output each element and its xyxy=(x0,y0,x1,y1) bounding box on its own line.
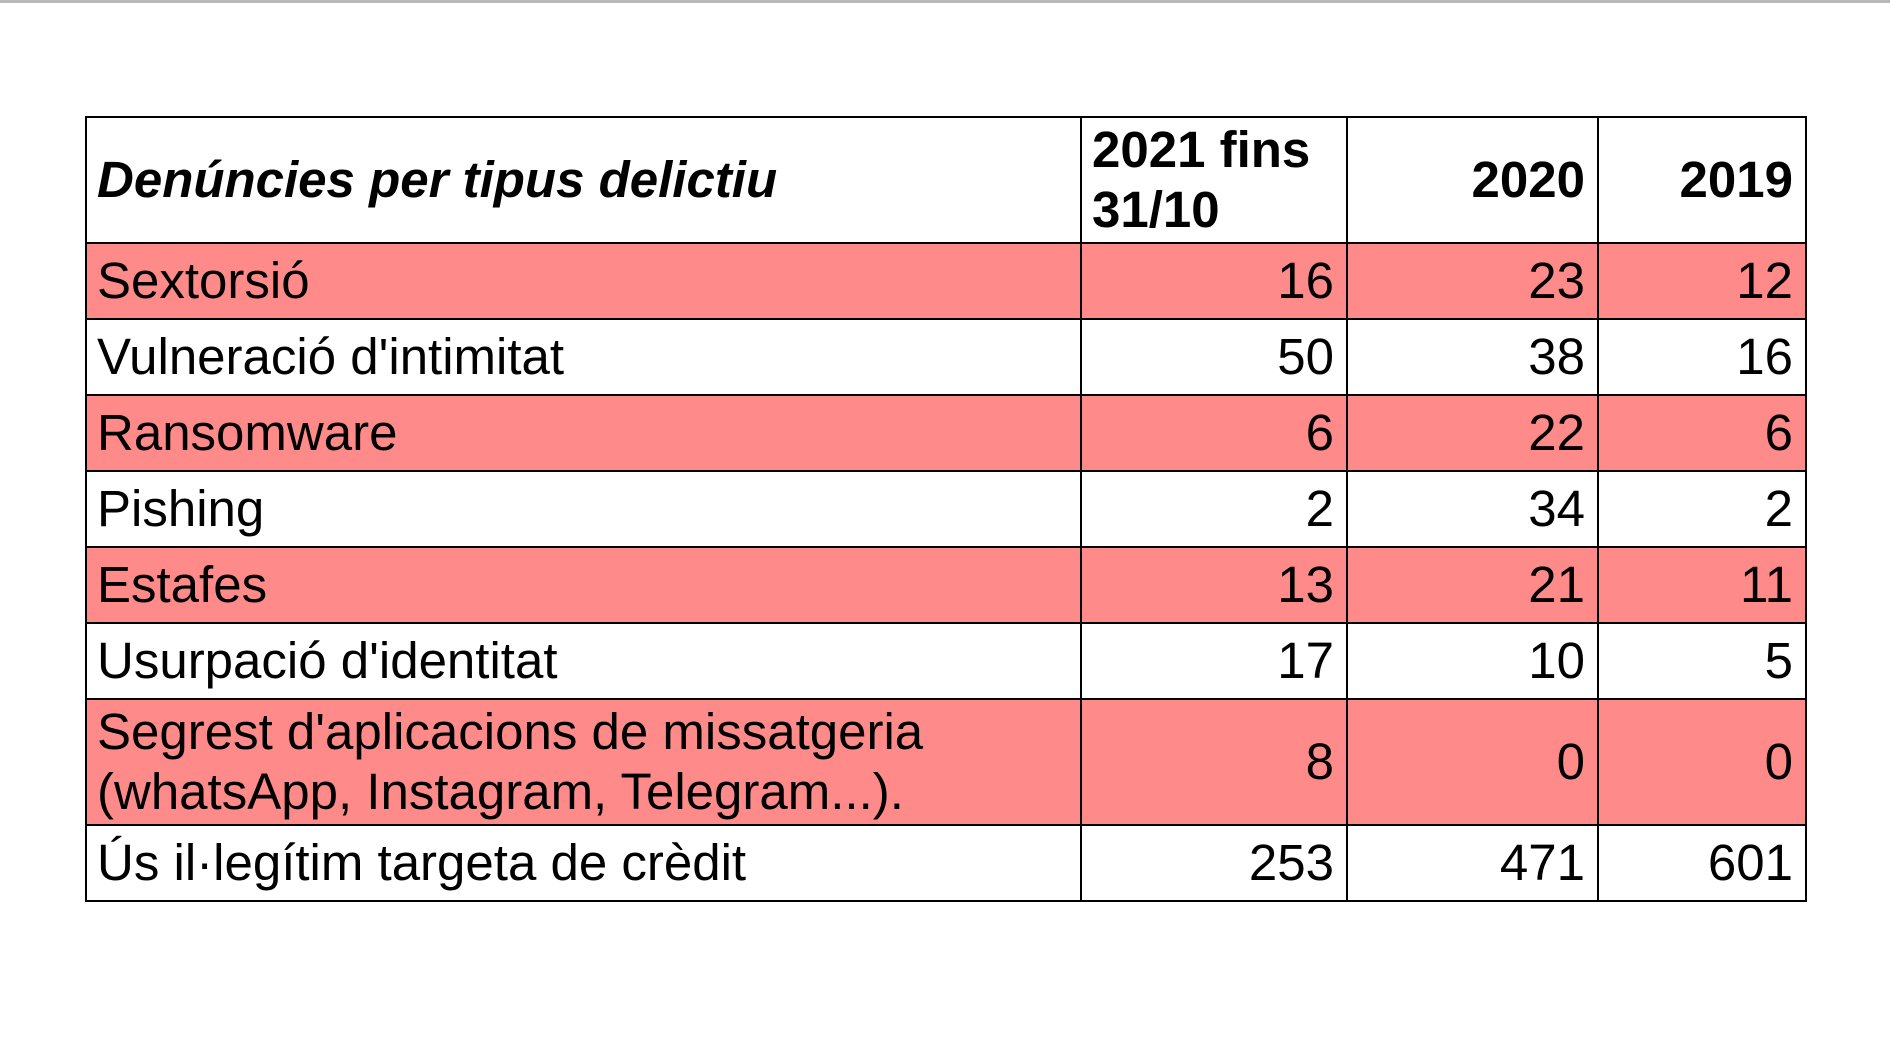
value-2020: 34 xyxy=(1347,471,1598,547)
value-2020: 471 xyxy=(1347,825,1598,901)
value-2019: 0 xyxy=(1598,699,1806,825)
value-2021: 8 xyxy=(1081,699,1347,825)
complaints-table xyxy=(85,116,1807,902)
value-2020: 22 xyxy=(1347,395,1598,471)
table-row xyxy=(86,547,1806,623)
value-2019: 5 xyxy=(1598,623,1806,699)
table-row xyxy=(86,319,1806,395)
table-row xyxy=(86,243,1806,319)
table-row xyxy=(86,395,1806,471)
table-row xyxy=(86,623,1806,699)
table-row xyxy=(86,699,1806,825)
table-row xyxy=(86,471,1806,547)
value-2021: 6 xyxy=(1081,395,1347,471)
header-2019: 2019 xyxy=(1598,117,1806,243)
row-label: Vulneració d'intimitat xyxy=(86,319,1081,395)
header-crime-type: Denúncies per tipus delictiu xyxy=(86,117,1081,243)
header-2020: 2020 xyxy=(1347,117,1598,243)
value-2019: 11 xyxy=(1598,547,1806,623)
value-2021: 253 xyxy=(1081,825,1347,901)
value-2019: 16 xyxy=(1598,319,1806,395)
value-2021: 2 xyxy=(1081,471,1347,547)
header-2021: 2021 fins 31/10 xyxy=(1081,117,1347,243)
value-2020: 0 xyxy=(1347,699,1598,825)
value-2021: 13 xyxy=(1081,547,1347,623)
value-2019: 12 xyxy=(1598,243,1806,319)
value-2020: 10 xyxy=(1347,623,1598,699)
row-label: Segrest d'aplicacions de missatgeria (whatsApp, Instagram, Telegram...). xyxy=(86,699,1081,825)
top-border-line xyxy=(0,0,1890,3)
value-2019: 6 xyxy=(1598,395,1806,471)
value-2021: 50 xyxy=(1081,319,1347,395)
value-2019: 2 xyxy=(1598,471,1806,547)
value-2019: 601 xyxy=(1598,825,1806,901)
value-2020: 21 xyxy=(1347,547,1598,623)
value-2021: 16 xyxy=(1081,243,1347,319)
value-2020: 38 xyxy=(1347,319,1598,395)
row-label: Usurpació d'identitat xyxy=(86,623,1081,699)
row-label: Ransomware xyxy=(86,395,1081,471)
row-label: Sextorsió xyxy=(86,243,1081,319)
table-row xyxy=(86,825,1806,901)
row-label: Estafes xyxy=(86,547,1081,623)
value-2020: 23 xyxy=(1347,243,1598,319)
table-header-row xyxy=(86,117,1806,243)
row-label: Pishing xyxy=(86,471,1081,547)
row-label: Ús il·legítim targeta de crèdit xyxy=(86,825,1081,901)
value-2021: 17 xyxy=(1081,623,1347,699)
